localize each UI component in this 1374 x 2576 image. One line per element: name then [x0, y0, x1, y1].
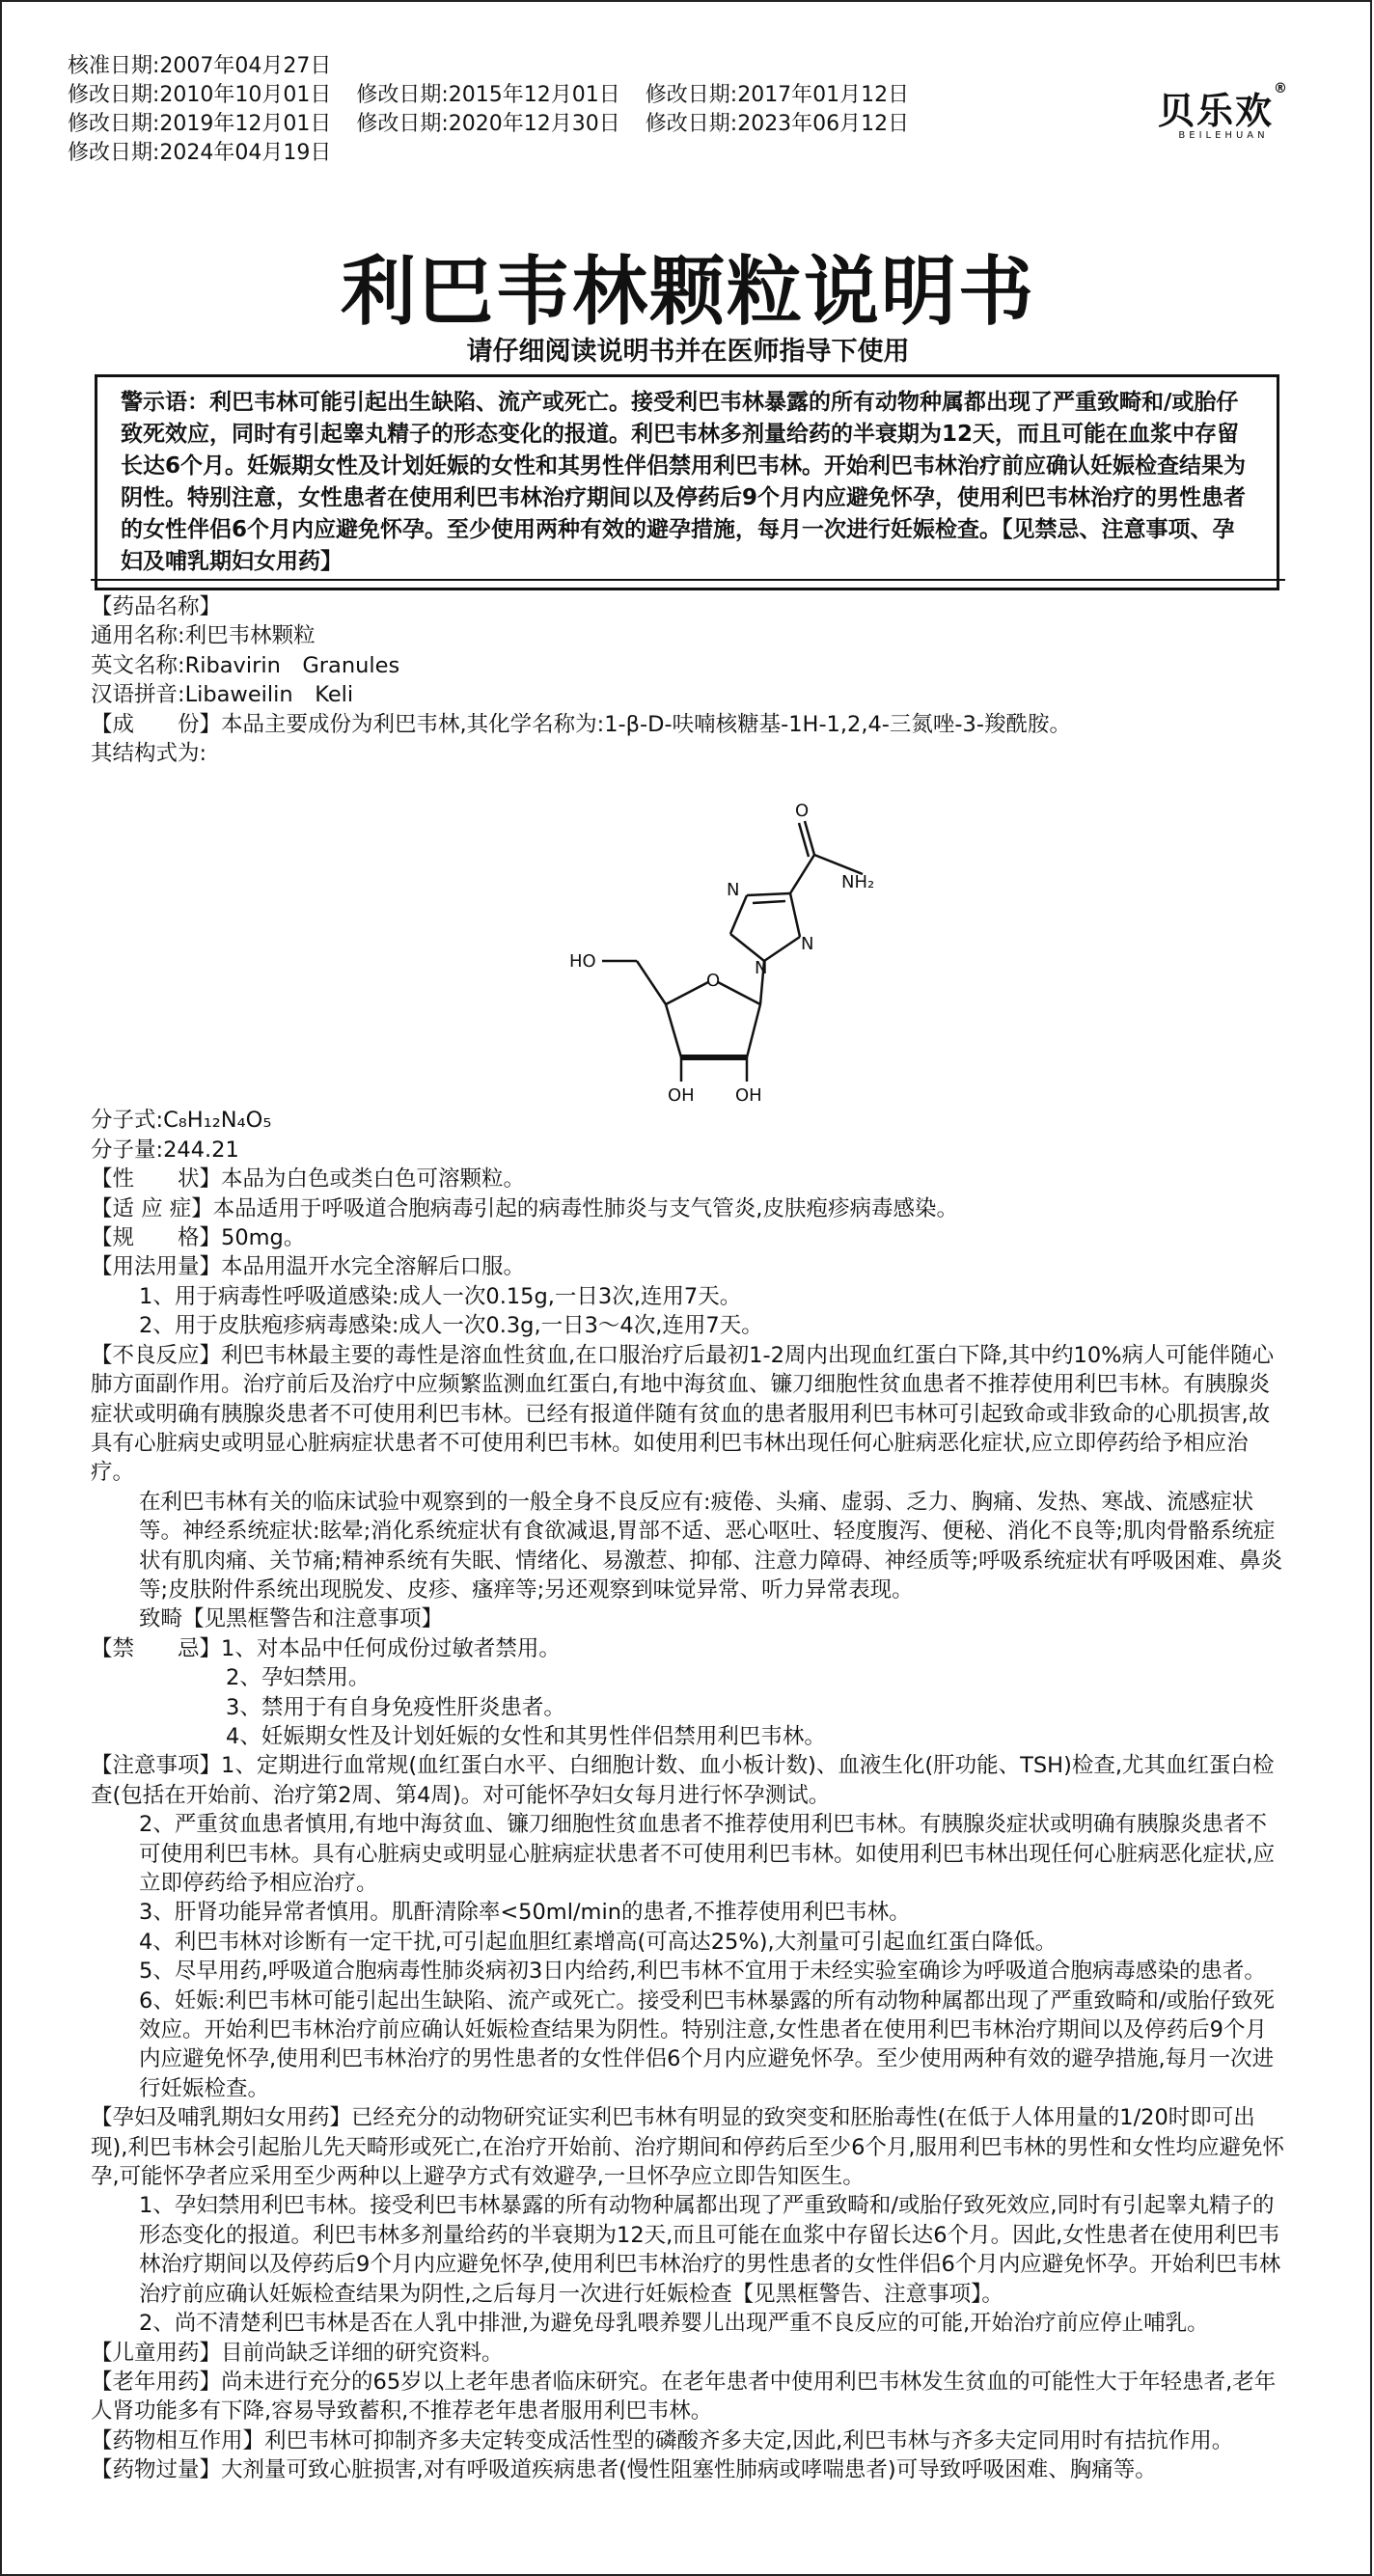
date-row	[68, 52, 934, 81]
insert-paragraph: 【儿童用药】目前尚缺乏详细的研究资料。	[91, 2340, 504, 2366]
insert-paragraph: 分子量:244.21	[91, 1137, 239, 1163]
insert-paragraph: 分子式:C₈H₁₂N₄O₅	[91, 1108, 272, 1134]
brand-logo-text: 贝乐欢	[1158, 90, 1275, 132]
atom-label-nh2: NH₂	[841, 872, 875, 893]
insert-paragraph: 3、禁用于有自身免疫性肝炎患者。	[226, 1694, 565, 1720]
insert-paragraph: 【药品名称】	[91, 594, 222, 619]
atom-label-n: N	[801, 934, 814, 955]
revision-date: 修改日期:2019年12月01日	[68, 112, 332, 136]
insert-paragraph: 【孕妇及哺乳期妇女用药】已经充分的动物研究证实利巴韦林有明显的致突变和胚胎毒性(在低于人体用量的1/20时即可出现),利巴韦林会引起胎儿先天畸形或死亡,在治疗开始前、治疗期间和停药后至少6个月,服用利巴韦林的男性和女性均应避免怀孕,可能怀孕者应采用至少两种以上避孕方式有效避孕,一旦怀孕应立即告知医生。	[91, 2105, 1285, 2190]
atom-label-o: O	[706, 971, 721, 992]
date-row	[68, 81, 934, 110]
atom-label-oh: OH	[735, 1085, 762, 1107]
insert-paragraph: 通用名称:利巴韦林颗粒	[91, 623, 316, 649]
insert-paragraph: 【注意事项】1、定期进行血常规(血红蛋白水平、白细胞计数、血小板计数)、血液生化(肝功能、TSH)检查,尤其血红蛋白检查(包括在开始前、治疗第2周、第4周)。对可能怀孕妇女每月进行怀孕测试。	[91, 1753, 1275, 1808]
date-row	[68, 139, 934, 168]
revision-date: 修改日期:2023年06月12日	[645, 112, 910, 136]
divider	[91, 579, 1285, 581]
insert-paragraph: 【用法用量】本品用温开水完全溶解后口服。	[91, 1254, 526, 1280]
atom-label-n: N	[727, 880, 740, 901]
insert-paragraph: 4、妊娠期女性及计划妊娠的女性和其男性伴侣禁用利巴韦林。	[226, 1723, 826, 1749]
revision-date: 核准日期:2007年04月27日	[68, 54, 332, 78]
insert-paragraph: 【药物相互作用】利巴韦林可抑制齐多夫定转变成活性型的磷酸齐多夫定,因此,利巴韦林与齐多夫定同用时有拮抗作用。	[91, 2427, 1234, 2453]
insert-paragraph: 【老年用药】尚未进行充分的65岁以上老年患者临床研究。在老年患者中使用利巴韦林发生贫血的可能性大于年轻患者,老年人肾功能多有下降,容易导致蓄积,不推荐老年患者服用利巴韦林。	[91, 2369, 1277, 2425]
insert-paragraph: 6、妊娠:利巴韦林可能引起出生缺陷、流产或死亡。接受利巴韦林暴露的所有动物种属都出现了严重致畸和/或胎仔致死效应。开始利巴韦林治疗前应确认妊娠检查结果为阴性。特别注意,女性患者在使用利巴韦林治疗期间以及停药后9个月内应避免怀孕,使用利巴韦林治疗的男性患者的女性伴侣6个月内应避免怀孕。至少使用两种有效的避孕措施,每月一次进行妊娠检查。	[139, 1987, 1275, 2101]
structural-formula	[91, 768, 1285, 1106]
atom-label-o: O	[795, 801, 810, 822]
revision-date: 修改日期:2020年12月30日	[356, 112, 620, 136]
insert-paragraph: 【禁 忌】1、对本品中任何成份过敏者禁用。	[91, 1635, 561, 1661]
registered-mark: ®	[1274, 81, 1290, 96]
insert-paragraph: 5、尽早用药,呼吸道合胞病毒性肺炎病初3日内给药,利巴韦林不宜用于未经实验室确诊为呼吸道合胞病毒感染的患者。	[139, 1959, 1266, 1985]
insert-paragraph: 1、孕妇禁用利巴韦林。接受利巴韦林暴露的所有动物种属都出现了严重致畸和/或胎仔致死效应,同时有引起睾丸精子的形态变化的报道。利巴韦林多剂量给药的半衰期为12天,而且可能在血浆中存留长达6个月。因此,女性患者在使用利巴韦林治疗期间以及停药后9个月内应避免怀孕,使用利巴韦林治疗的男性患者的女性伴侣6个月内应避免怀孕。开始利巴韦林治疗前应确认妊娠检查结果为阴性,之后每月一次进行妊娠检查【见黑框警告、注意事项】。	[139, 2193, 1281, 2307]
insert-paragraph: 致畸【见黑框警告和注意事项】	[139, 1606, 444, 1632]
insert-body	[91, 592, 1285, 2485]
insert-paragraph: 1、用于病毒性呼吸道感染:成人一次0.15g,一日3次,连用7天。	[139, 1283, 742, 1309]
brand-logo-sub: BEILEHUAN	[1178, 130, 1269, 141]
insert-paragraph: 2、孕妇禁用。	[226, 1665, 371, 1691]
insert-paragraph: 英文名称:Ribavirin Granules	[91, 652, 400, 678]
page-subtitle: 请仔细阅读说明书并在医师指导下使用	[466, 337, 910, 367]
revision-date: 修改日期:2024年04月19日	[68, 141, 332, 165]
revision-date: 修改日期:2010年10月01日	[68, 83, 332, 107]
insert-paragraph: 【适 应 症】本品适用于呼吸道合胞病毒引起的病毒性肺炎与支气管炎,皮肤疱疹病毒感染。	[91, 1195, 958, 1221]
insert-paragraph: 2、用于皮肤疱疹病毒感染:成人一次0.3g,一日3～4次,连用7天。	[139, 1313, 763, 1339]
insert-paragraph: 【成 份】本品主要成份为利巴韦林,其化学名称为:1-β-D-呋喃核糖基-1H-1,2,4-三氮唑-3-羧酰胺。	[91, 711, 1071, 737]
insert-paragraph: 在利巴韦林有关的临床试验中观察到的一般全身不良反应有:疲倦、头痛、虚弱、乏力、胸痛、发热、寒战、流感症状等。神经系统症状:眩晕;消化系统症状有食欲减退,胃部不适、恶心呕吐、轻度腹泻、便秘、消化不良等;肌肉骨骼系统症状有肌肉痛、关节痛;精神系统有失眠、情绪化、易激惹、抑郁、注意力障碍、神经质等;呼吸系统症状有呼吸困难、鼻炎等;皮肤附件系统出现脱发、皮疹、瘙痒等;另还观察到味觉异常、听力异常表现。	[139, 1489, 1283, 1603]
insert-paragraph: 【规 格】50mg。	[91, 1225, 306, 1251]
insert-paragraph: 【不良反应】利巴韦林最主要的毒性是溶血性贫血,在口服治疗后最初1-2周内出现血红蛋白下降,其中约10%病人可能伴随心肺方面副作用。治疗前后及治疗中应频繁监测血红蛋白,有地中海贫血、镰刀细胞性贫血患者不推荐使用利巴韦林。有胰腺炎症状或明确有胰腺炎患者不可使用利巴韦林。已经有报道伴随有贫血的患者服用利巴韦林可引起致命或非致命的心肌损害,故具有心脏病史或明显心脏病症状患者不可使用利巴韦林。如使用利巴韦林出现任何心脏病恶化症状,应立即停药给予相应治疗。	[91, 1342, 1275, 1486]
revision-date: 修改日期:2017年01月12日	[645, 83, 910, 107]
insert-paragraph: 3、肝肾功能异常者慎用。肌酐清除率<50ml/min的患者,不推荐使用利巴韦林。	[139, 1900, 911, 1926]
atom-label-oh: OH	[668, 1085, 695, 1107]
drug-details-section	[91, 1106, 1285, 2484]
insert-paragraph: 2、尚不清楚利巴韦林是否在人乳中排泄,为避免母乳喂养婴儿出现严重不良反应的可能,开始治疗前应停止哺乳。	[139, 2311, 1209, 2337]
atom-label-n: N	[755, 958, 768, 979]
insert-paragraph: 【药物过量】大剂量可致心脏损害,对有呼吸道疾病患者(慢性阻塞性肺病或哮喘患者)可导致呼吸困难、胸痛等。	[91, 2457, 1157, 2483]
date-row	[68, 110, 934, 139]
revision-dates	[68, 52, 934, 168]
structure-diagram	[457, 768, 875, 1107]
atom-label-ho: HO	[569, 951, 596, 973]
drug-name-section	[91, 592, 1285, 768]
revision-date: 修改日期:2015年12月01日	[356, 83, 620, 107]
boxed-warning: 警示语：利巴韦林可能引起出生缺陷、流产或死亡。接受利巴韦林暴露的所有动物种属都出现了严重致畸和/或胎仔致死效应，同时有引起睾丸精子的形态变化的报道。利巴韦林多剂量给药的半衰期为12天，而且可能在血浆中存留长达6个月。妊娠期女性及计划妊娠的女性和其男性伴侣禁用利巴韦林。开始利巴韦林治疗前应确认妊娠检查结果为阴性。特别注意，女性患者在使用利巴韦林治疗期间以及停药后9个月内应避免怀孕，使用利巴韦林治疗的男性患者的女性伴侣6个月内应避免怀孕。至少使用两种有效的避孕措施，每月一次进行妊娠检查。【见禁忌、注意事项、孕妇及哺乳期妇女用药】	[95, 374, 1279, 590]
insert-paragraph: 【性 状】本品为白色或类白色可溶颗粒。	[91, 1166, 526, 1192]
page-title: 利巴韦林颗粒说明书	[340, 249, 1035, 336]
insert-paragraph: 其结构式为:	[91, 741, 207, 767]
insert-paragraph: 汉语拼音:Libaweilin Keli	[91, 682, 354, 708]
insert-paragraph: 2、严重贫血患者慎用,有地中海贫血、镰刀细胞性贫血患者不推荐使用利巴韦林。有胰腺炎症状或明确有胰腺炎患者不可使用利巴韦林。具有心脏病史或明显心脏病症状患者不可使用利巴韦林。如使用利巴韦林出现任何心脏病恶化症状,应立即停药给予相应治疗。	[139, 1812, 1276, 1896]
insert-paragraph: 4、利巴韦林对诊断有一定干扰,可引起血胆红素增高(可高达25%),大剂量可引起血红蛋白降低。	[139, 1929, 1058, 1955]
brand-logo	[1158, 81, 1289, 141]
